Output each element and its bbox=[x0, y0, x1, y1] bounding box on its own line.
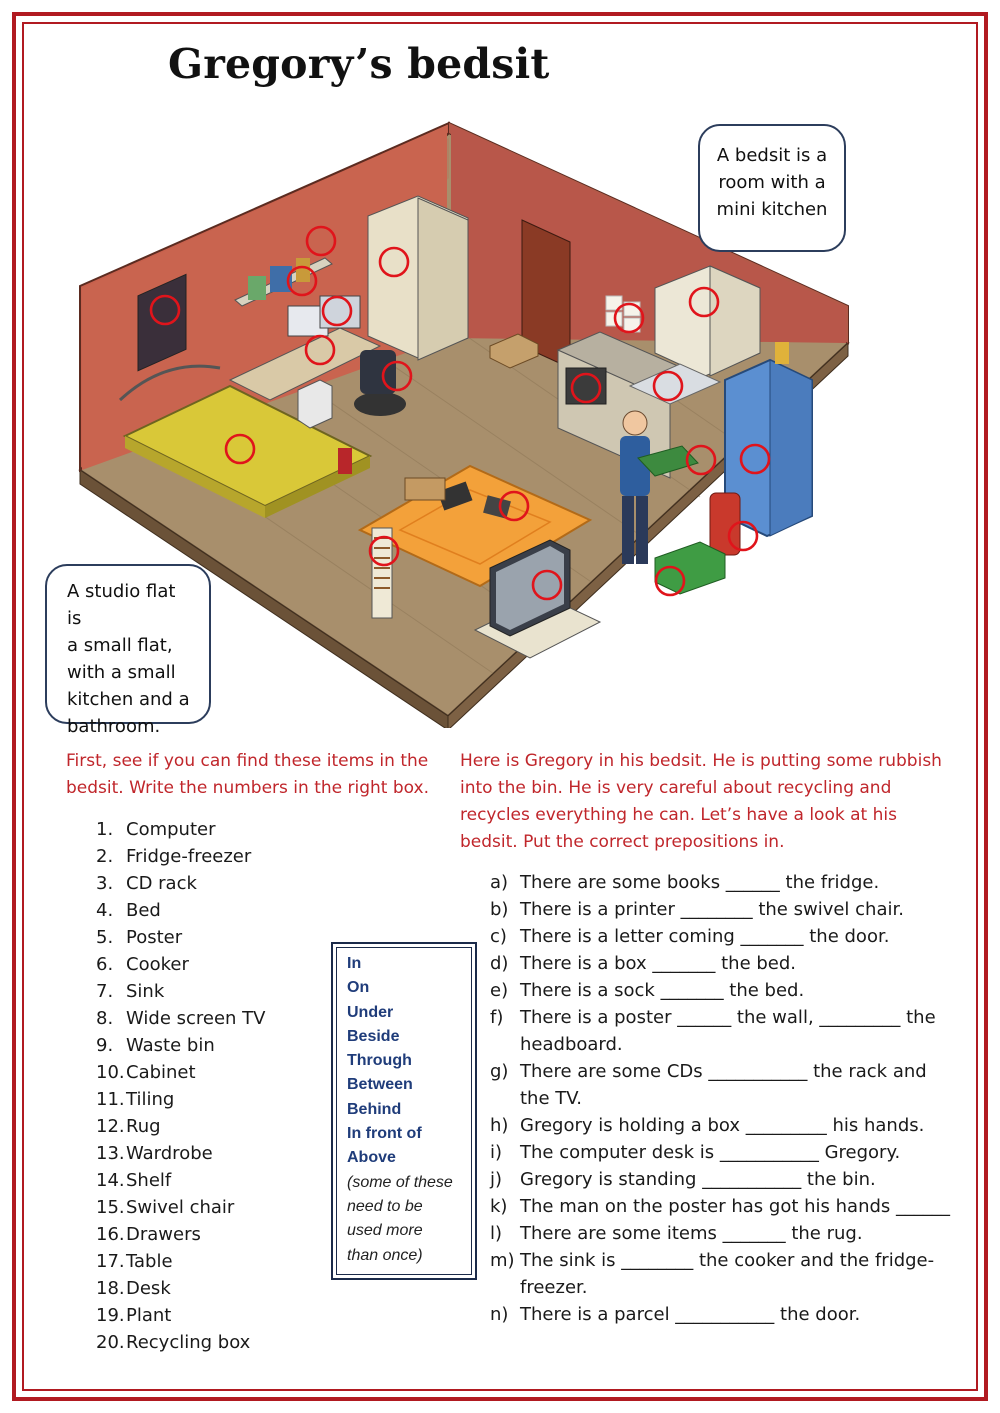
item-label: Drawers bbox=[126, 1224, 201, 1245]
bubble-line: kitchen and a bbox=[67, 689, 190, 710]
exercise-item bbox=[490, 1112, 960, 1139]
list-item bbox=[96, 1167, 266, 1194]
exercise-sentence: There is a printer ________ the swivel chair. bbox=[520, 899, 904, 920]
bubble-line: A bedsit is a bbox=[716, 145, 828, 166]
exercise-item bbox=[490, 1004, 960, 1058]
instruction-line: First, see if you can find these items in the bbox=[66, 751, 429, 771]
item-number: 2. bbox=[96, 846, 114, 867]
exercise-item bbox=[490, 977, 960, 1004]
preposition: Behind bbox=[347, 1100, 402, 1118]
bubble-line: A studio flat is bbox=[67, 581, 176, 629]
list-item bbox=[96, 1248, 266, 1275]
exercise-sentence: There is a box _______ the bed. bbox=[520, 953, 797, 974]
list-item bbox=[96, 978, 266, 1005]
list-item bbox=[96, 816, 266, 843]
exercise-item bbox=[490, 1139, 960, 1166]
item-label: Computer bbox=[126, 819, 216, 840]
list-item bbox=[96, 1059, 266, 1086]
exercise-letter: e) bbox=[490, 980, 509, 1001]
item-label: Recycling box bbox=[126, 1332, 251, 1353]
item-label: Table bbox=[126, 1251, 173, 1272]
bubble-line: room with a bbox=[718, 172, 826, 193]
item-label: Shelf bbox=[126, 1170, 172, 1191]
exercise-item bbox=[490, 923, 960, 950]
item-number: 3. bbox=[96, 873, 114, 894]
item-number: 9. bbox=[96, 1035, 114, 1056]
item-number: 11. bbox=[96, 1089, 125, 1110]
exercise-letter: i) bbox=[490, 1142, 503, 1163]
item-label: Cabinet bbox=[126, 1062, 196, 1083]
list-item bbox=[96, 951, 266, 978]
list-item bbox=[96, 1005, 266, 1032]
exercise-letter: b) bbox=[490, 899, 509, 920]
preposition-note-line: used more bbox=[347, 1222, 423, 1240]
item-label: Poster bbox=[126, 927, 183, 948]
exercise-item bbox=[490, 1058, 960, 1112]
item-number: 5. bbox=[96, 927, 114, 948]
exercise-item bbox=[490, 950, 960, 977]
list-item bbox=[96, 870, 266, 897]
item-number: 7. bbox=[96, 981, 114, 1002]
exercise-sentence-cont: freezer. bbox=[520, 1277, 588, 1298]
list-item bbox=[96, 843, 266, 870]
exercise-sentence: There are some items _______ the rug. bbox=[520, 1223, 863, 1244]
page-title: Gregory’s bedsit bbox=[168, 40, 550, 88]
exercise-letter: l) bbox=[490, 1223, 503, 1244]
list-item bbox=[96, 1140, 266, 1167]
instructions-prepositions bbox=[460, 748, 960, 856]
preposition-note-line: (some of these bbox=[347, 1173, 453, 1191]
exercise-sentence: Gregory is holding a box _________ his hands. bbox=[520, 1115, 925, 1136]
item-label: Sink bbox=[126, 981, 165, 1002]
list-item bbox=[96, 1032, 266, 1059]
exercise-sentence: There is a letter coming _______ the door. bbox=[520, 926, 890, 947]
preposition: Between bbox=[347, 1076, 413, 1094]
item-number: 13. bbox=[96, 1143, 125, 1164]
preposition: In bbox=[347, 955, 362, 972]
list-item bbox=[96, 1275, 266, 1302]
item-label: Wide screen TV bbox=[126, 1008, 266, 1029]
item-number: 17. bbox=[96, 1251, 125, 1272]
exercise-letter: a) bbox=[490, 872, 509, 893]
item-number: 15. bbox=[96, 1197, 125, 1218]
exercise-letter: d) bbox=[490, 953, 509, 974]
item-label: Wardrobe bbox=[126, 1143, 213, 1164]
item-label: Plant bbox=[126, 1305, 172, 1326]
list-item bbox=[96, 924, 266, 951]
item-number: 19. bbox=[96, 1305, 125, 1326]
exercise-letter: h) bbox=[490, 1115, 509, 1136]
exercise-sentence-cont: headboard. bbox=[520, 1034, 623, 1055]
exercise-item bbox=[490, 1301, 960, 1328]
item-number: 16. bbox=[96, 1224, 125, 1245]
exercise-item bbox=[490, 869, 960, 896]
item-number: 12. bbox=[96, 1116, 125, 1137]
exercise-item bbox=[490, 1166, 960, 1193]
items-list bbox=[96, 816, 266, 1356]
preposition-box bbox=[336, 947, 472, 1275]
list-item bbox=[96, 1086, 266, 1113]
bedsit-definition-bubble bbox=[698, 124, 846, 252]
exercise-sentence: There are some books ______ the fridge. bbox=[520, 872, 880, 893]
item-number: 10. bbox=[96, 1062, 125, 1083]
item-label: Swivel chair bbox=[126, 1197, 235, 1218]
exercise-item bbox=[490, 896, 960, 923]
exercise-sentence: There is a parcel ___________ the door. bbox=[520, 1304, 861, 1325]
item-label: Bed bbox=[126, 900, 161, 921]
item-label: Desk bbox=[126, 1278, 171, 1299]
preposition: On bbox=[347, 979, 370, 997]
item-label: Tiling bbox=[126, 1089, 175, 1110]
item-label: Waste bin bbox=[126, 1035, 215, 1056]
exercise-sentence: The man on the poster has got his hands ______ bbox=[520, 1196, 951, 1217]
exercise-item bbox=[490, 1247, 960, 1301]
exercise-sentence: There is a sock _______ the bed. bbox=[520, 980, 805, 1001]
item-number: 14. bbox=[96, 1170, 125, 1191]
preposition-note-line: than once) bbox=[347, 1246, 423, 1264]
item-number: 1. bbox=[96, 819, 114, 840]
exercise-item bbox=[490, 1220, 960, 1247]
studio-flat-definition-bubble bbox=[45, 564, 211, 737]
list-item bbox=[96, 1113, 266, 1140]
exercise-letter: n) bbox=[490, 1304, 509, 1325]
exercise-sentence: There are some CDs ___________ the rack and bbox=[520, 1061, 927, 1082]
preposition: Under bbox=[347, 1003, 394, 1021]
instruction-line: bedsit. Write the numbers in the right box. bbox=[66, 778, 429, 798]
list-item bbox=[96, 1221, 266, 1248]
item-number: 20. bbox=[96, 1332, 125, 1353]
preposition-note-line: need to be bbox=[347, 1197, 423, 1215]
bubble-line: mini kitchen bbox=[716, 199, 828, 220]
item-number: 4. bbox=[96, 900, 114, 921]
exercise-letter: f) bbox=[490, 1007, 504, 1028]
item-number: 6. bbox=[96, 954, 114, 975]
exercise-sentence: Gregory is standing ___________ the bin. bbox=[520, 1169, 876, 1190]
instruction-line: into the bin. He is very careful about recycling and bbox=[460, 778, 892, 798]
list-item bbox=[96, 897, 266, 924]
instruction-line: bedsit. Put the correct prepositions in. bbox=[460, 832, 785, 852]
preposition: Above bbox=[347, 1149, 396, 1167]
bubble-line: bathroom. bbox=[67, 716, 161, 737]
preposition: In front of bbox=[347, 1125, 422, 1143]
instructions-find-items bbox=[66, 748, 446, 802]
item-number: 8. bbox=[96, 1008, 114, 1029]
exercise-letter: j) bbox=[490, 1169, 503, 1190]
preposition: Beside bbox=[347, 1027, 400, 1045]
item-label: Fridge-freezer bbox=[126, 846, 252, 867]
exercise-sentence: The sink is ________ the cooker and the fridge- bbox=[520, 1250, 935, 1271]
instruction-line: Here is Gregory in his bedsit. He is putting some rubbish bbox=[460, 751, 942, 771]
list-item bbox=[96, 1302, 266, 1329]
item-number: 18. bbox=[96, 1278, 125, 1299]
exercise-sentence: The computer desk is ___________ Gregory. bbox=[520, 1142, 901, 1163]
list-item bbox=[96, 1194, 266, 1221]
exercise-sentence: There is a poster ______ the wall, _________ the bbox=[520, 1007, 936, 1028]
exercise-letter: k) bbox=[490, 1196, 508, 1217]
exercise-letter: c) bbox=[490, 926, 507, 947]
exercise-sentence-cont: the TV. bbox=[520, 1088, 582, 1109]
item-label: Cooker bbox=[126, 954, 189, 975]
item-label: Rug bbox=[126, 1116, 161, 1137]
exercise-letter: m) bbox=[490, 1250, 515, 1271]
preposition: Through bbox=[347, 1052, 412, 1070]
bubble-line: with a small bbox=[67, 662, 176, 683]
exercise-list bbox=[490, 869, 960, 1328]
instruction-line: recycles everything he can. Let’s have a look at his bbox=[460, 805, 897, 825]
list-item bbox=[96, 1329, 266, 1356]
exercise-letter: g) bbox=[490, 1061, 509, 1082]
bubble-line: a small flat, bbox=[67, 635, 173, 656]
item-label: CD rack bbox=[126, 873, 197, 894]
exercise-item bbox=[490, 1193, 960, 1220]
